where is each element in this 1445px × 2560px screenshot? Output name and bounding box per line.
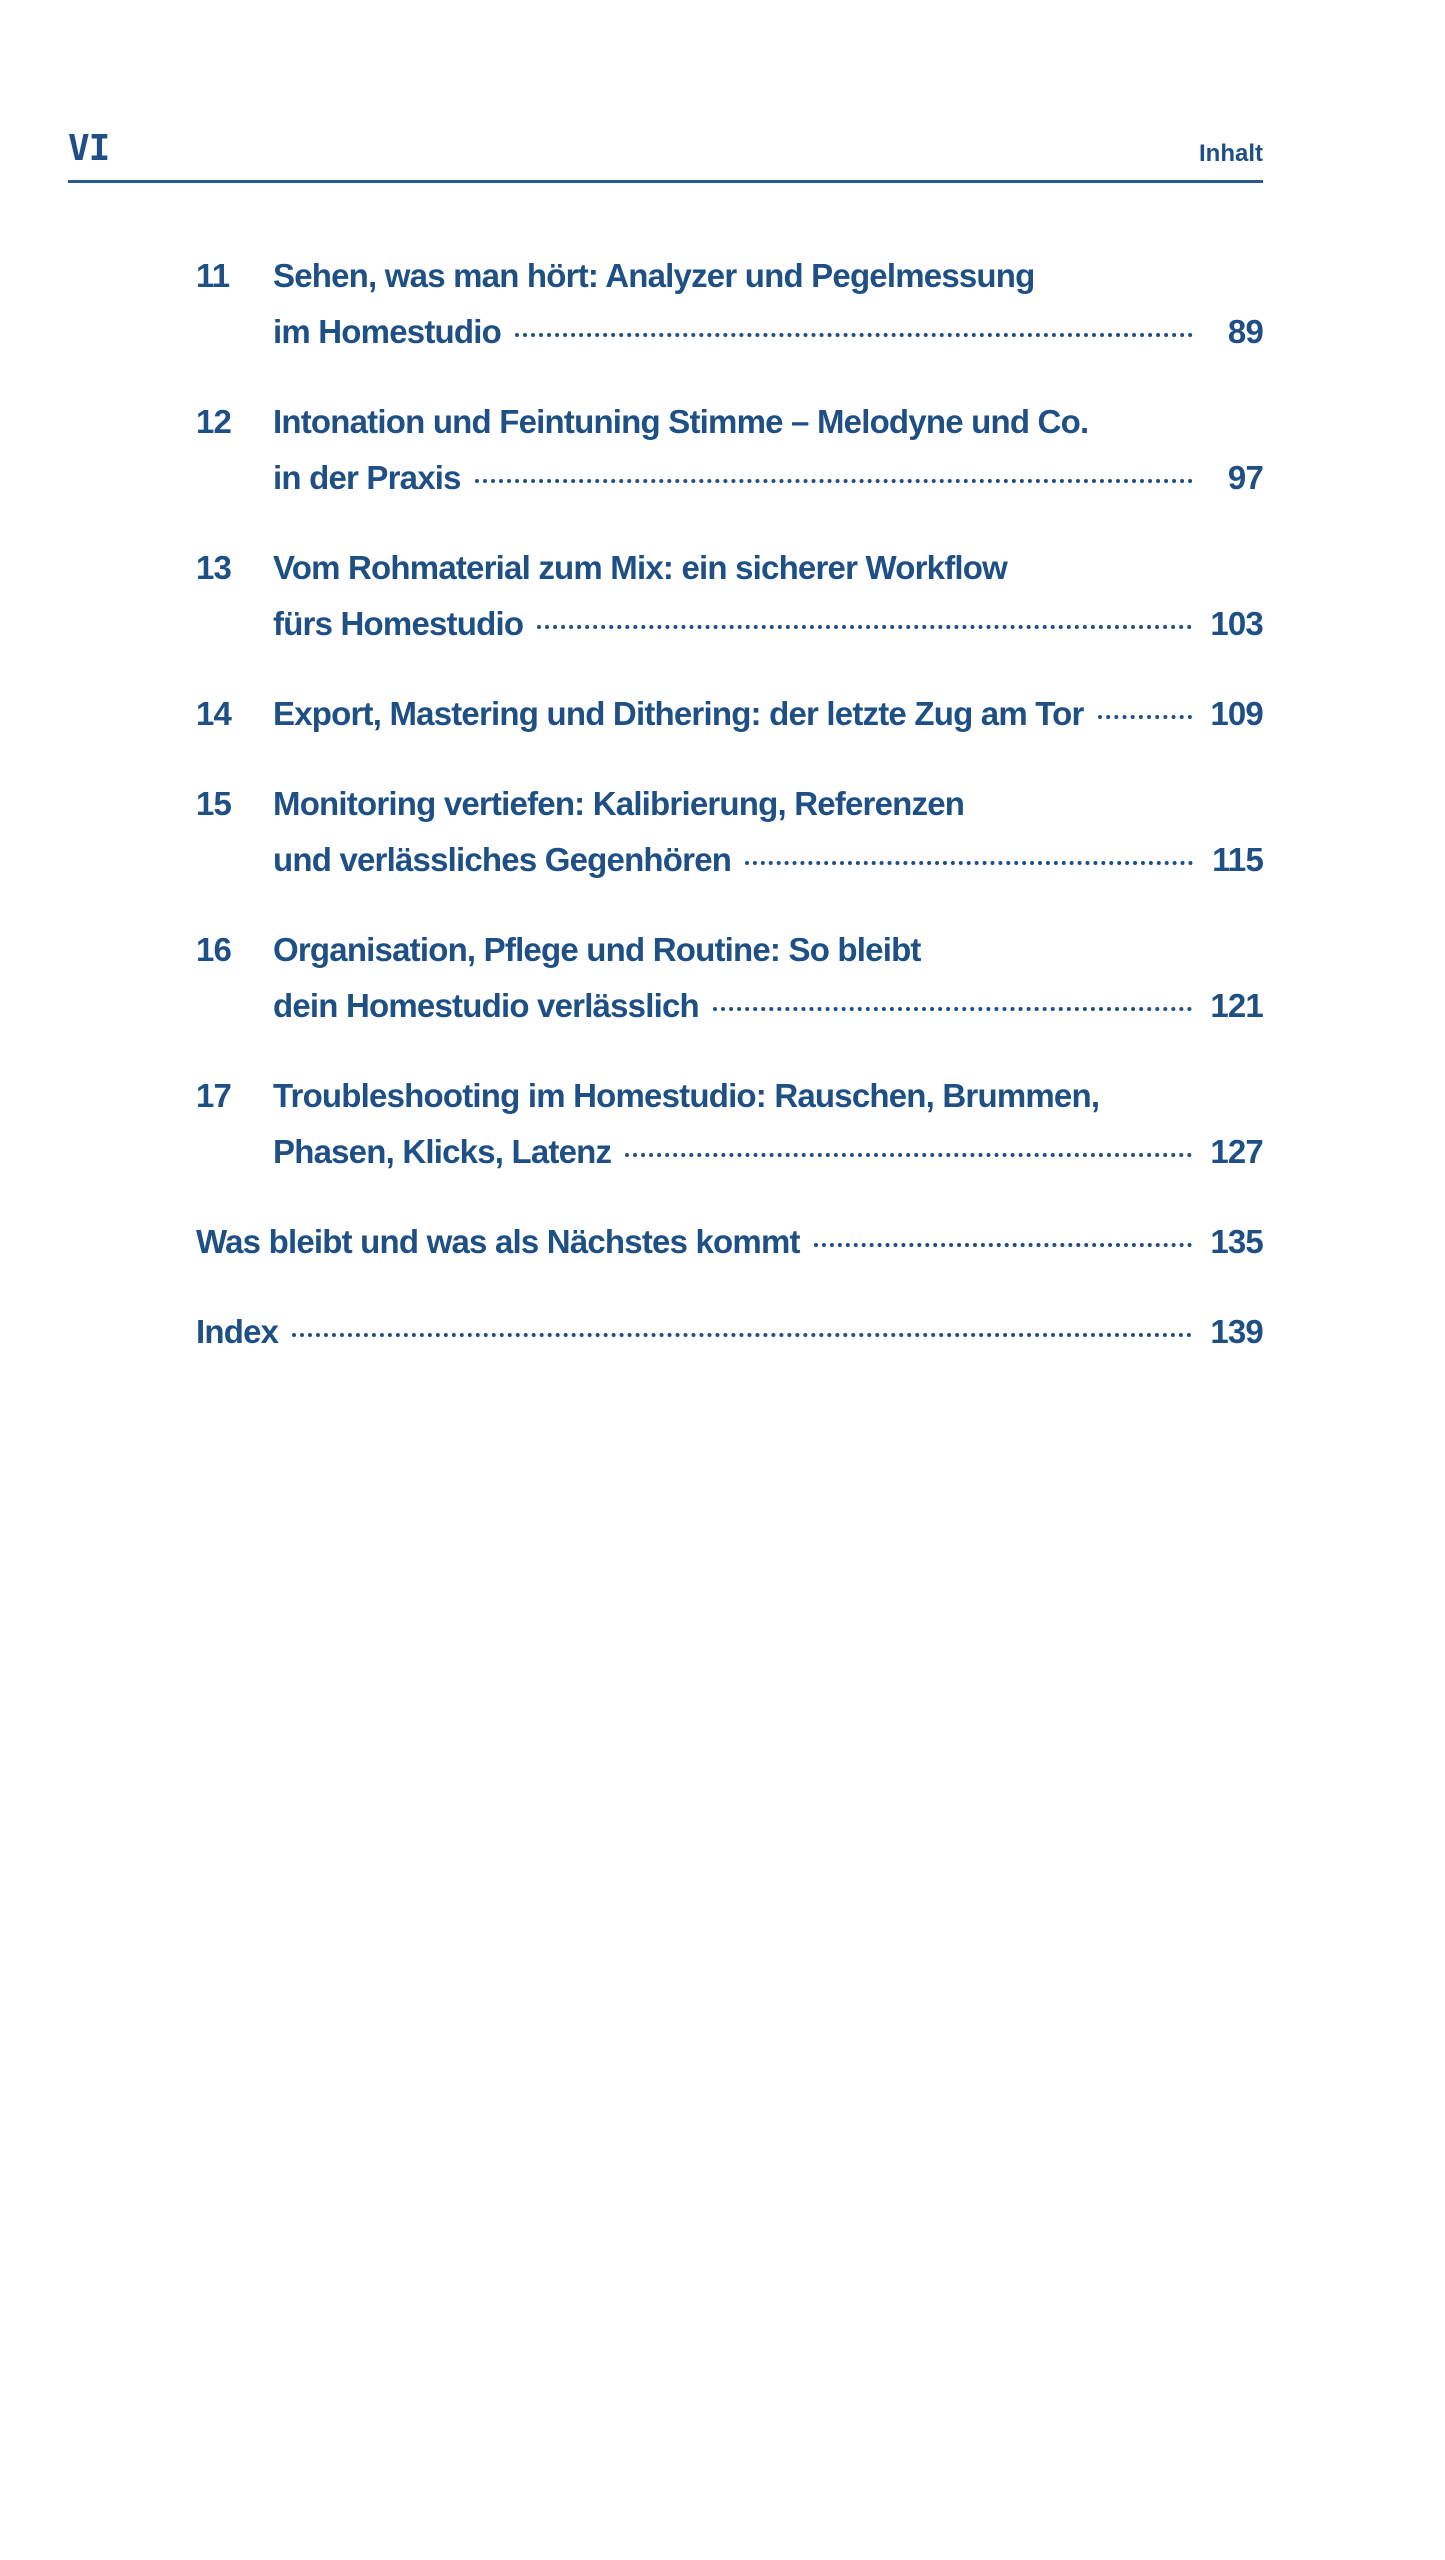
section-title-line: Index	[196, 1313, 279, 1350]
chapter-number: 15	[196, 785, 232, 822]
chapter-title-line: dein Homestudio verlässlich	[273, 987, 699, 1024]
section-title: Inhalt	[1199, 140, 1263, 167]
dot-leader	[515, 333, 1193, 337]
toc-entry-13[interactable]	[196, 540, 1263, 652]
chapter-number: 17	[196, 1077, 232, 1114]
toc-entry-12[interactable]	[196, 394, 1263, 506]
dot-leader	[745, 861, 1193, 865]
page-reference: 89	[1227, 313, 1263, 350]
chapter-title-line: Troubleshooting im Homestudio: Rauschen, Brummen,	[273, 1077, 1100, 1114]
chapter-title-line: Export, Mastering und Dithering: der letzte Zug am Tor	[273, 695, 1084, 732]
page-reference: 121	[1210, 987, 1263, 1024]
chapter-title-line: Intonation und Feintuning Stimme – Melodyne und Co.	[273, 403, 1089, 440]
page-reference: 127	[1210, 1133, 1263, 1170]
chapter-number: 14	[196, 695, 232, 732]
chapter-title-line: in der Praxis	[273, 459, 461, 496]
running-header	[68, 128, 1263, 183]
page-reference: 135	[1210, 1223, 1263, 1260]
chapter-number: 16	[196, 931, 232, 968]
chapter-title-line: Organisation, Pflege und Routine: So bleibt	[273, 931, 921, 968]
toc-entry-11[interactable]	[196, 248, 1263, 360]
dot-leader	[292, 1333, 1192, 1337]
toc-entry-15[interactable]	[196, 776, 1263, 888]
section-title-line: Was bleibt und was als Nächstes kommt	[196, 1223, 800, 1260]
page-reference: 103	[1210, 605, 1263, 642]
chapter-title-line: fürs Homestudio	[273, 605, 524, 642]
chapter-number: 13	[196, 549, 232, 586]
page-number: VI	[68, 128, 110, 169]
dot-leader	[625, 1153, 1192, 1157]
chapter-number: 11	[196, 257, 230, 294]
dot-leader	[713, 1007, 1192, 1011]
dot-leader	[1098, 715, 1193, 719]
chapter-title-line: im Homestudio	[273, 313, 501, 350]
dot-leader	[814, 1243, 1193, 1247]
toc-entry-16[interactable]	[196, 922, 1263, 1034]
chapter-title-line: Phasen, Klicks, Latenz	[273, 1133, 612, 1170]
toc-entry-17[interactable]	[196, 1068, 1263, 1180]
toc-entry-index[interactable]	[196, 1304, 1263, 1360]
chapter-number: 12	[196, 403, 232, 440]
page-reference: 97	[1227, 459, 1263, 496]
chapter-title-line: Monitoring vertiefen: Kalibrierung, Referenzen	[273, 785, 965, 822]
page-reference: 109	[1210, 695, 1263, 732]
dot-leader	[537, 625, 1192, 629]
dot-leader	[475, 479, 1193, 483]
page-reference: 139	[1210, 1313, 1263, 1350]
chapter-title-line: und verlässliches Gegenhören	[273, 841, 732, 878]
table-of-contents	[196, 248, 1263, 1394]
chapter-title-line: Sehen, was man hört: Analyzer und Pegelmessung	[273, 257, 1035, 294]
toc-entry-outlook[interactable]	[196, 1214, 1263, 1270]
page-reference: 115	[1212, 841, 1263, 878]
toc-entry-14[interactable]	[196, 686, 1263, 742]
chapter-title-line: Vom Rohmaterial zum Mix: ein sicherer Workflow	[273, 549, 1007, 586]
